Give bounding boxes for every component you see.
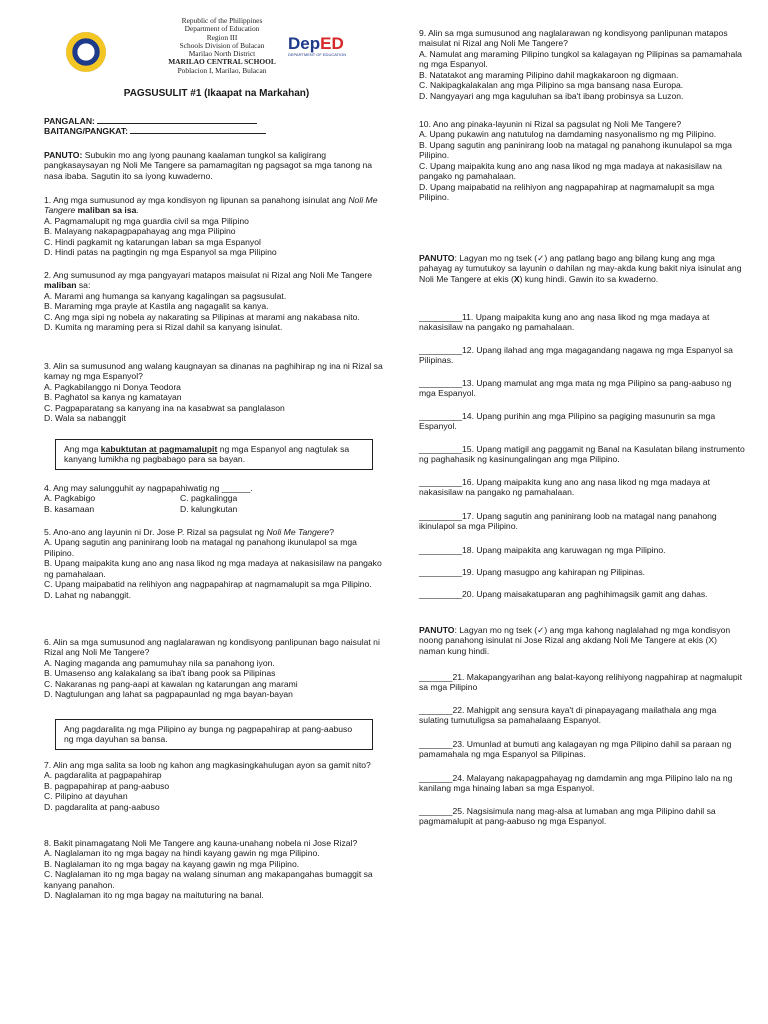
document-header [44, 14, 389, 76]
answer-item[interactable]: _______23. Umunlad at bumuti ang kalagayan ng mga Pilipino dahil sa paraan ng pamamahala ng mga Espanyol sa Pilipinas. [419, 739, 732, 760]
answer-item[interactable]: _________19. Upang masugpo ang kahirapan ng Pilipinas. [419, 567, 645, 577]
choice: C. Naglalaman ito ng mga bagay na walang sinuman ang makapangahas bumaggit sa kanyang panahon. [44, 869, 373, 890]
choice: C. Nakipagkalakalan ang mga Pilipino sa mga bansang nasa Europa. [419, 80, 684, 91]
item-11 [419, 312, 745, 333]
choice: B. pagpapahirap at pang-aabuso [44, 780, 170, 791]
choice: A. Namulat ang maraming Pilipino tungkol sa kalagayan ng Pilipinas sa pamamahala ng mga Espanyol. [419, 48, 742, 70]
school-address: Poblacion I, Marilao, Bulacan [177, 65, 267, 75]
choice: B. Upang maipakita kung ano ang nasa likod ng mga madaya at nakasisilaw na pangako ng pamahalaan. [44, 558, 382, 579]
choice: C. Ang mga sipi ng nobela ay nakarating sa Pilipinas at marami ang nakabasa nito. [44, 311, 360, 322]
item-21 [419, 672, 745, 693]
choice: B. Paghatol sa kanya ng kamatayan [44, 392, 182, 403]
choice: A. Pagkabigo [44, 493, 96, 504]
stem-end: . [136, 205, 139, 216]
instructions-text: : Lagyan mo ng tsek (✓) ang patlang bago ang bilang kung ang mga pahayag ay tumutukoy sa layunin o dahilan ng may-akda kung bakit niya isinulat ang Noli Me Tangere at ekis ( [419, 253, 742, 284]
choices-grid [44, 493, 389, 514]
instructions-3 [419, 625, 745, 656]
item-13 [419, 378, 745, 399]
school-name: MARILAO CENTRAL SCHOOL [168, 57, 276, 67]
stem-end: sa: [76, 280, 91, 291]
emphasis: maliban sa isa [75, 205, 137, 216]
choice: D. Nagtulungan ang lahat sa pagpapaunlad ng mga bayan-bayan [44, 689, 293, 700]
choice: D. Lahat ng nabanggit. [44, 589, 131, 600]
choice: C. Nakaranas ng pang-aapi at kawalan ng katarungan ang marami [44, 678, 298, 689]
question-stem: 5. Ano-ano ang layunin ni Dr. Jose P. Rizal sa pagsulat ng [44, 527, 267, 537]
deped-logo-icon [288, 34, 358, 68]
instructions-text: Subukin mo ang iyong paunang kaalaman tungkol sa kaligirang pangkasaysayan ng Noli Me Tangere sa pamamagitan ng pagsagot sa mga tanong na nasa ibaba. Sagutin ito sa iyong kuwaderno. [44, 150, 373, 181]
choice: C. Pilipino at dayuhan [44, 791, 128, 802]
choice: D. kalungkutan [180, 503, 238, 514]
choice: D. Upang maipabatid na relihiyon ang nagpapahirap at nagmamalupit sa mga Pilipino. [419, 181, 715, 203]
choice: A. Naging maganda ang pamumuhay nila sa panahong iyon. [44, 657, 275, 668]
question-10 [419, 119, 745, 203]
choice: A. Pagmamalupit ng mga guardia civil sa mga Pilipino [44, 215, 249, 226]
choice: A. Upang sagutin ang paninirang loob na matagal ng panahong ikunulapol sa mga Pilipino. [44, 537, 357, 558]
instructions-2 [419, 253, 745, 284]
answer-item[interactable]: _______25. Nagsisimula nang mag-alsa at lumaban ang mga Pilipino dahil sa pagmamalupit at pang-aabuso ng mga Espanyol. [419, 806, 716, 827]
context-box-2 [55, 719, 373, 750]
school-letterhead [148, 17, 296, 75]
item-15 [419, 444, 745, 465]
student-fields [44, 116, 389, 137]
choice: D. Naglalaman ito ng mga bagay na maituturing na banal. [44, 890, 264, 901]
answer-item[interactable]: _________11. Upang maipakita kung ano ang nasa likod ng mga madaya at nakasisilaw na pangako ng pamahalaan. [419, 312, 710, 333]
choice: D. Wala sa nabanggit [44, 413, 126, 424]
choice: C. pagkalingga [180, 493, 238, 504]
answer-item[interactable]: _________14. Upang purihin ang mga Pilipino sa pagiging masunurin sa mga Espanyol. [419, 411, 716, 432]
instructions-label: PANUTO [419, 625, 455, 635]
item-20 [419, 589, 745, 599]
school-seal-icon [66, 32, 106, 72]
letterhead-line: Marilao North District [188, 49, 256, 59]
question-stem: 4. Ang may salungguhit ay nagpapahiwatig ng ______. [44, 483, 253, 493]
letterhead-line: Region III [206, 32, 238, 42]
grade-label: BAITANG/PANGKAT: [44, 126, 129, 137]
choice: B. Upang sagutin ang paninirang loob na matagal ng panahong ikunulapol sa mga Pilipino. [419, 139, 732, 161]
answer-item[interactable]: _______24. Malayang nakapagpahayag ng damdamin ang mga Pilipino lalo na ng kanilang mga hinaing laban sa mga Espanyol. [419, 773, 733, 794]
letterhead-line: Schools Division of Bulacan [179, 40, 265, 50]
instructions-text: : Lagyan mo ng tsek (✓) ang mga kahong naglalahad ng mga kondisyon noong panahong isinulat ni Jose Rizal ang akdang Noli Me Tangere at ekis (X) naman kung hindi. [419, 625, 731, 656]
instructions-label: PANUTO [419, 253, 455, 263]
question-8 [44, 838, 389, 901]
question-stem: 10. Ano ang pinaka-layunin ni Rizal sa pagsulat ng Noli Me Tangere? [419, 119, 682, 129]
choice: A. Pagkabilanggo ni Donya Teodora [44, 381, 181, 392]
item-25 [419, 806, 745, 827]
answer-item[interactable]: _________20. Upang maisakatuparan ang paghihimagsik gamit ang dahas. [419, 589, 708, 599]
letterhead-line: Republic of the Philippines [181, 16, 263, 25]
question-2 [44, 270, 389, 333]
question-7 [44, 760, 389, 812]
answer-item[interactable]: _________17. Upang sagutin ang paninirang loob na matagal nang panahong ikinulapol sa mga Pilipino. [419, 511, 717, 532]
instructions-1 [44, 150, 389, 181]
deped-logo-ed: ED [320, 34, 344, 53]
choice: D. Hindi patas na pagtingin ng mga Espanyol sa mga Pilipino [44, 247, 277, 258]
answer-item[interactable]: _________12. Upang ilahad ang mga magagandang nagawa ng mga Espanyol sa Pilipinas. [419, 345, 733, 366]
answer-item[interactable]: _________18. Upang maipakita ang karuwagan ng mga Pilipino. [419, 545, 666, 555]
box-text: Ang pagdaralita ng mga Pilipino ay bunga ng pagpapahirap at pang-aabuso ng mga dayuhan sa bansa. [64, 724, 353, 745]
choice: D. Nangyayari ang mga kaguluhan sa iba't ibang probinsya sa Luzon. [419, 90, 684, 101]
deped-logo-tagline: DEPARTMENT OF EDUCATION [288, 51, 347, 57]
item-24 [419, 773, 745, 794]
answer-item[interactable]: _________15. Upang matigil ang paggamit ng Banal na Kasulatan bilang instrumento ng paghahasik ng kasinungalingan ang mga Pilipino. [419, 444, 745, 465]
x-mark: X [513, 273, 520, 284]
instructions-text: ) kung hindi. Gawin ito sa kwaderno. [519, 273, 659, 284]
question-stem: 3. Alin sa sumusunod ang walang kaugnayan sa dinanas na paghihirap ng ina ni Rizal sa kamay ng mga Espanyol? [44, 361, 383, 382]
choice: C. Hindi pagkamit ng katarungan laban sa mga Espanyol [44, 236, 261, 247]
question-4 [44, 483, 389, 514]
item-19 [419, 567, 745, 577]
box-text: ng mga Espanyol ang nagtulak sa kanyang lumikha ng pagbabago para sa bayan. [64, 444, 350, 465]
question-stem: 9. Alin sa mga sumusunod ang naglalarawan ng kondisyong panlipunan matapos maisulat ni Rizal ang Noli Me Tangere? [419, 28, 728, 49]
choice: B. Umasenso ang kalakalang sa iba't ibang pook sa Pilipinas [44, 668, 276, 679]
grade-field[interactable] [130, 126, 266, 134]
choice: A. Marami ang humanga sa kanyang kagalingan sa pagsusulat. [44, 290, 287, 301]
question-stem: 6. Alin sa mga sumusunod ang naglalarawan ng kondisyong panlipunan bago naisulat ni Rizal ang Noli Me Tangere? [44, 637, 380, 658]
stem-end: ? [329, 527, 334, 537]
item-22 [419, 705, 745, 726]
choice: D. Kumita ng maraming pera si Rizal dahil sa kanyang isinulat. [44, 322, 283, 333]
deped-logo-dep: Dep [288, 34, 321, 53]
choice: C. Upang maipakita kung ano ang nasa likod ng mga madaya at nakasisilaw na pangako ng pamahalaan. [419, 160, 722, 182]
choice: B. Malayang nakapagpapahayag ang mga Pilipino [44, 226, 236, 237]
answer-item[interactable]: _________13. Upang mamulat ang mga mata ng mga Pilipino sa pang-aabuso ng mga Espanyol. [419, 378, 732, 399]
question-stem: 7. Alin ang mga salita sa loob ng kahon ang magkasingkahulugan ayon sa gamit nito? [44, 760, 371, 770]
novel-title: Noli Me Tangere [44, 195, 378, 216]
name-field[interactable] [97, 116, 257, 124]
answer-item[interactable]: _________16. Upang maipakita kung ano ang nasa likod ng mga madaya at nakasisilaw na pangako ng pamahalaan. [419, 477, 710, 498]
item-14 [419, 411, 745, 432]
choice: B. kasamaan [44, 503, 95, 514]
underlined-phrase: kabuktutan at pagmamalupit [100, 444, 218, 454]
box-text: Ang mga [64, 444, 101, 454]
question-stem: 1. Ang mga sumusunod ay mga kondisyon ng lipunan sa panahong isinulat ang [44, 195, 349, 205]
choice: B. Maraming mga prayle at Kastila ang nagagalit sa kanya. [44, 301, 269, 312]
answer-item[interactable]: _______22. Mahigpit ang sensura kaya't di pinapayagang mailathala ang mga sulating tumutuligsa sa pamahalaang Espanyol. [419, 705, 717, 726]
choice: C. Upang maipabatid na relihiyon ang nagpapahirap at nagmamalupit sa mga Pilipino. [44, 579, 372, 590]
novel-title: Noli Me Tangere [266, 527, 330, 537]
question-stem: 2. Ang sumusunod ay mga pangyayari matapos maisulat ni Rizal ang Noli Me Tangere [44, 270, 373, 280]
question-3 [44, 361, 389, 424]
choice: B. Natatakot ang maraming Pilipino dahil magkakaroon ng digmaan. [419, 69, 679, 80]
name-label: PANGALAN: [44, 116, 95, 126]
question-6 [44, 637, 389, 700]
question-5 [44, 527, 389, 600]
item-18 [419, 545, 745, 555]
page-title: PAGSUSULIT #1 (Ikaapat na Markahan) [123, 88, 310, 99]
question-stem: 8. Bakit pinamagatang Noli Me Tangere ang kauna-unahang nobela ni Jose Rizal? [44, 838, 358, 848]
choice: B. Naglalaman ito ng mga bagay na kayang gawin ng mga Pilipino. [44, 858, 300, 869]
question-1 [44, 195, 389, 258]
context-box-1 [55, 439, 373, 470]
item-16 [419, 477, 745, 498]
choice: A. pagdaralita at pagpapahirap [44, 770, 162, 781]
choice: A. Upang pukawin ang natutulog na damdaming nasyonalismo ng mg Pilipino. [419, 129, 717, 140]
item-17 [419, 511, 745, 532]
question-9 [419, 28, 745, 101]
choice: C. Pagpaparatang sa kanyang ina na kasabwat sa panglalason [44, 402, 285, 413]
emphasis: maliban [44, 280, 77, 291]
choice: D. pagdaralita at pang-aabuso [44, 801, 160, 812]
item-12 [419, 345, 745, 366]
choice: A. Naglalaman ito ng mga bagay na hindi kayang gawin ng mga Pilipino. [44, 848, 320, 859]
instructions-label: PANUTO: [44, 150, 83, 160]
letterhead-line: Department of Education [184, 24, 260, 34]
answer-item[interactable]: _______21. Makapangyarihan ang balat-kayong relihiyong nagpahirap at nagmalupit sa mga Pilipino [419, 672, 742, 693]
item-23 [419, 739, 745, 760]
